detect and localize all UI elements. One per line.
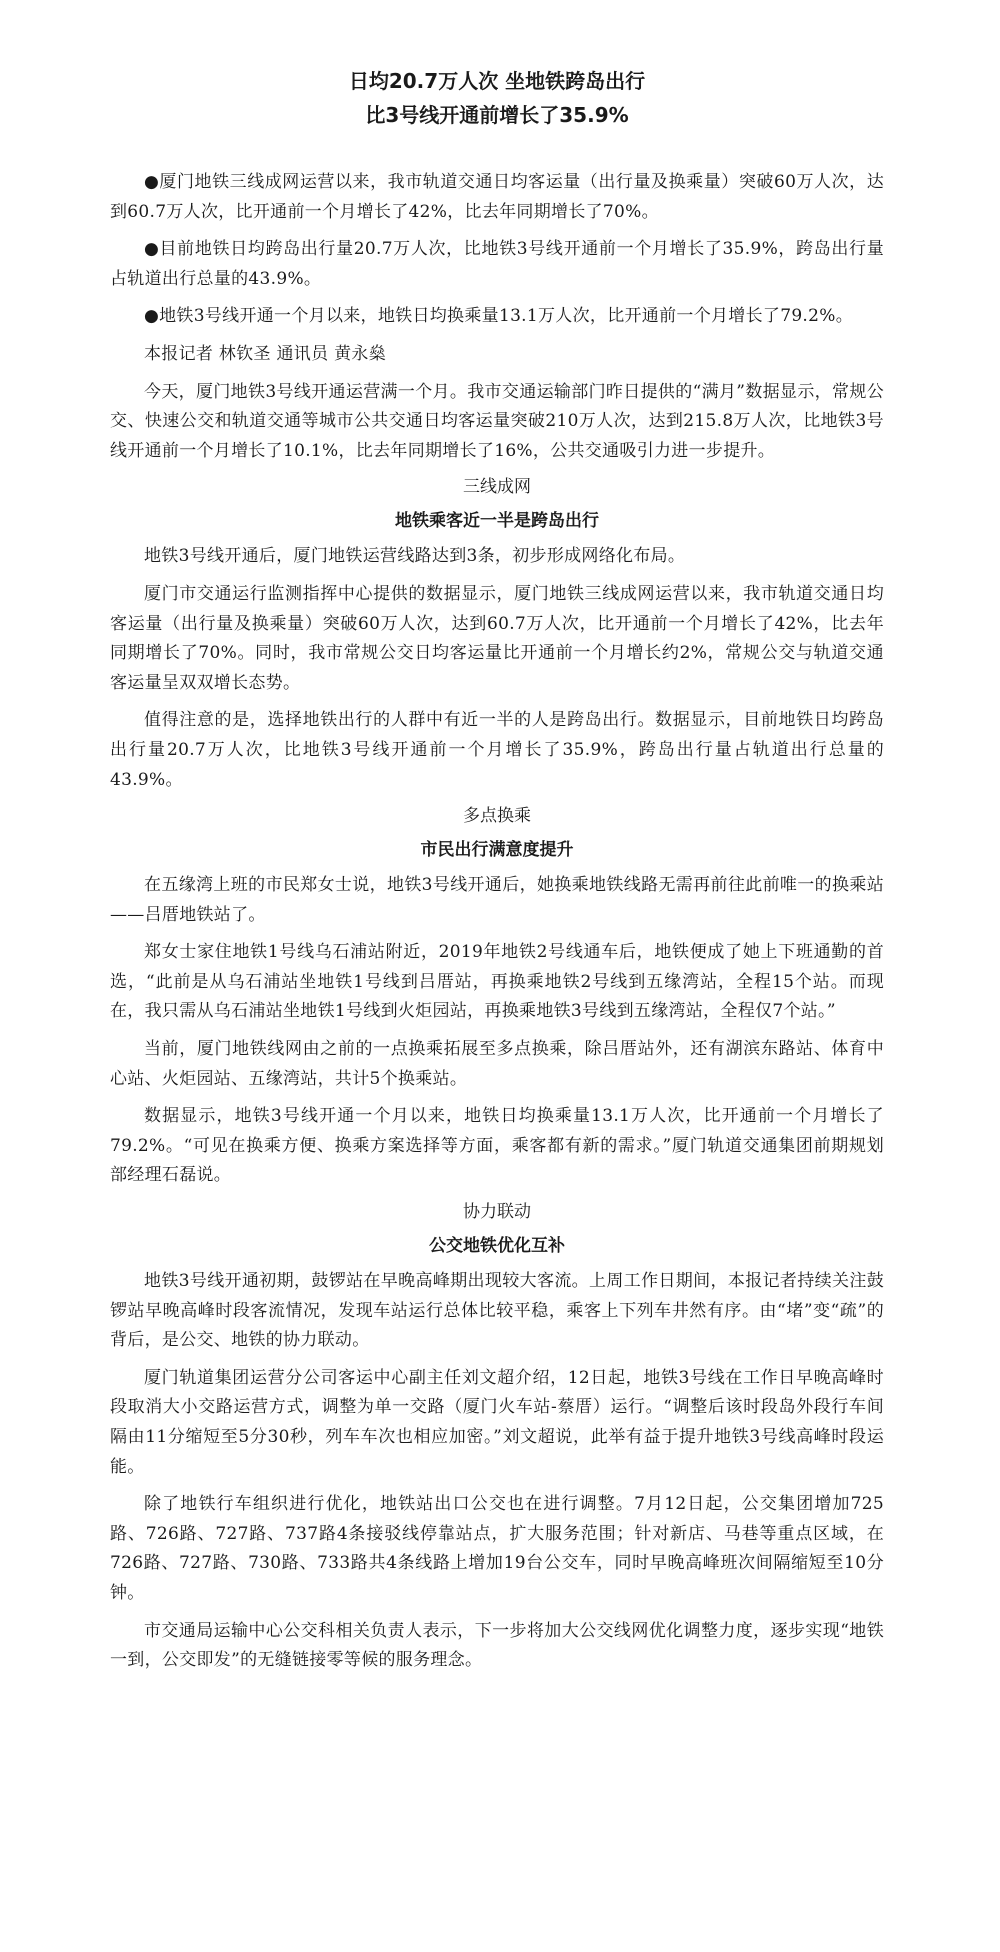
byline: 本报记者 林钦圣 通讯员 黄永燊 — [144, 343, 387, 364]
summary-point-1: ●厦门地铁三线成网运营以来，我市轨道交通日均客运量（出行量及换乘量）突破60万人次，达到60.7万人次，比开通前一个月增长了42%，比去年同期增长了70%。 — [110, 172, 884, 222]
section-2-paragraph: 数据显示，地铁3号线开通一个月以来，地铁日均换乘量13.1万人次，比开通前一个月增长了79.2%。“可见在换乘方便、换乘方案选择等方面，乘客都有新的需求。”厦门轨道交通集团前期规划部经理石磊说。 — [110, 1106, 884, 1186]
section-2-paragraph: 当前，厦门地铁线网由之前的一点换乘拓展至多点换乘，除吕厝站外，还有湖滨东路站、体育中心站、火炬园站、五缘湾站，共计5个换乘站。 — [110, 1039, 884, 1089]
section-3-title: 协力联动 — [463, 1202, 531, 1223]
section-1-paragraph: 地铁3号线开通后，厦门地铁运营线路达到3条，初步形成网络化布局。 — [144, 546, 686, 567]
section-2-paragraph: 郑女士家住地铁1号线乌石浦站附近，2019年地铁2号线通车后，地铁便成了她上下班通勤的首选，“此前是从乌石浦站坐地铁1号线到吕厝站，再换乘地铁2号线到五缘湾站，全程15个站。而现在，我只需从乌石浦站坐地铁1号线到火炬园站，再换乘地铁3号线到五缘湾站，全程仅7个站。” — [110, 942, 884, 1022]
section-3-paragraph: 市交通局运输中心公交科相关负责人表示，下一步将加大公交线网优化调整力度，逐步实现“地铁一到，公交即发”的无缝链接零等候的服务理念。 — [110, 1620, 884, 1671]
section-3-paragraph: 除了地铁行车组织进行优化，地铁站出口公交也在进行调整。7月12日起，公交集团增加725路、726路、727路、737路4条接驳线停靠站点，扩大服务范围；针对新店、马巷等重点区域，在726路、727路、730路、733路共4条线路上增加19台公交车，同时早晚高峰班次间隔缩短至10分钟。 — [110, 1494, 884, 1603]
section-3-subtitle: 公交地铁优化互补 — [429, 1236, 565, 1257]
section-3-paragraph: 厦门轨道集团运营分公司客运中心副主任刘文超介绍，12日起，地铁3号线在工作日早晚高峰时段取消大小交路运营方式，调整为单一交路（厦门火车站-蔡厝）运行。“调整后该时段岛外段行车间隔由11分缩短至5分30秒，列车车次也相应加密。”刘文超说，此举有益于提升地铁3号线高峰时段运能。 — [110, 1367, 884, 1477]
section-2-subtitle: 市民出行满意度提升 — [420, 840, 574, 861]
section-1-paragraph: 值得注意的是，选择地铁出行的人群中有近一半的人是跨岛出行。数据显示，目前地铁日均跨岛出行量20.7万人次，比地铁3号线开通前一个月增长了35.9%，跨岛出行量占轨道出行总量的43.9%。 — [110, 710, 884, 790]
headline — [110, 64, 884, 132]
summary-point-3: ●地铁3号线开通一个月以来，地铁日均换乘量13.1万人次，比开通前一个月增长了79.2%。 — [144, 306, 854, 327]
section-3-paragraph: 地铁3号线开通初期，鼓锣站在早晚高峰期出现较大客流。上周工作日期间，本报记者持续关注鼓锣站早晚高峰时段客流情况，发现车站运行总体比较平稳，乘客上下列车井然有序。由“堵”变“疏”的背后，是公交、地铁的协力联动。 — [110, 1271, 884, 1351]
summary-point-2: ●目前地铁日均跨岛出行量20.7万人次，比地铁3号线开通前一个月增长了35.9%，跨岛出行量占轨道出行总量的43.9%。 — [110, 239, 884, 289]
section-1-title: 三线成网 — [463, 477, 531, 498]
headline-line-2: 比3号线开通前增长了35.9% — [365, 103, 629, 127]
section-2-title: 多点换乘 — [463, 806, 531, 827]
headline-line-1: 日均20.7万人次 坐地铁跨岛出行 — [348, 69, 646, 93]
section-1-paragraph: 厦门市交通运行监测指挥中心提供的数据显示，厦门地铁三线成网运营以来，我市轨道交通日均客运量（出行量及换乘量）突破60万人次，达到60.7万人次，比开通前一个月增长了42%，比去年同期增长了70%。同时，我市常规公交日均客运量比开通前一个月增长约2%，常规公交与轨道交通客运量呈双双增长态势。 — [110, 583, 884, 693]
section-2-paragraph: 在五缘湾上班的市民郑女士说，地铁3号线开通后，她换乘地铁线路无需再前往此前唯一的换乘站——吕厝地铁站了。 — [110, 875, 884, 925]
intro-paragraph: 今天，厦门地铁3号线开通运营满一个月。我市交通运输部门昨日提供的“满月”数据显示，常规公交、快速公交和轨道交通等城市公共交通日均客运量突破210万人次，达到215.8万人次，比地铁3号线开通前一个月增长了10.1%，比去年同期增长了16%，公共交通吸引力进一步提升。 — [110, 381, 884, 461]
section-1-subtitle: 地铁乘客近一半是跨岛出行 — [395, 511, 599, 532]
